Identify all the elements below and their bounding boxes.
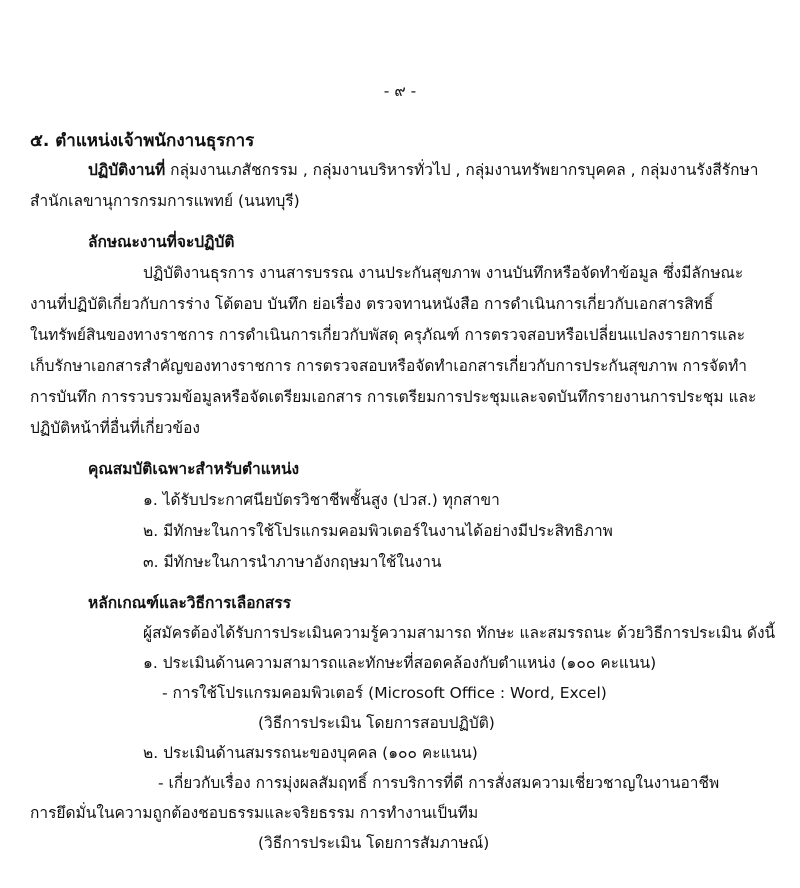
job-nature-line: ในทรัพย์สินของทางราชการ การดำเนินการเกี่ยวกับพัสดุ ครุภัณฑ์ การตรวจสอบหรือเปลี่ยนแปลงรายการและ: [30, 326, 746, 344]
section-title: ๕. ตำแหน่งเจ้าพนักงานธุรการ: [30, 131, 255, 151]
workplace-label: ปฏิบัติงานที่: [88, 161, 166, 179]
job-nature-line: ปฏิบัติหน้าที่อื่นที่เกี่ยวข้อง: [30, 419, 200, 437]
selection-item-2: ๒. ประเมินด้านสมรรถนะของบุคคล (๑๐๐ คะแนน): [143, 744, 478, 762]
selection-item-1: ๑. ประเมินด้านความสามารถและทักษะที่สอดคล้องกับตำแหน่ง (๑๐๐ คะแนน): [143, 654, 657, 672]
page-number: - ๙ -: [383, 82, 417, 100]
selection-heading: หลักเกณฑ์และวิธีการเลือกสรร: [88, 594, 292, 612]
selection-item-2-sub: - เกี่ยวกับเรื่อง การมุ่งผลสัมฤทธิ์ การบริการที่ดี การสั่งสมความเชี่ยวชาญในงานอาชีพ: [158, 774, 720, 792]
job-nature-line: ปฏิบัติงานธุรการ งานสารบรรณ งานประกันสุขภาพ งานบันทึกหรือจัดทำข้อมูล ซึ่งมีลักษณะ: [143, 264, 744, 282]
qualification-item: ๒. มีทักษะในการใช้โปรแกรมคอมพิวเตอร์ในงานได้อย่างมีประสิทธิภาพ: [143, 522, 613, 540]
qualification-item: ๓. มีทักษะในการนำภาษาอังกฤษมาใช้ในงาน: [143, 553, 442, 571]
selection-item-2-sub-cont: การยึดมั่นในความถูกต้องชอบธรรมและจริยธรรม การทำงานเป็นทีม: [30, 804, 479, 822]
workplace-text-1: กลุ่มงานเภสัชกรรม , กลุ่มงานบริหารทั่วไป , กลุ่มงานทรัพยากรบุคคล , กลุ่มงานรังสีรักษา: [165, 161, 759, 179]
qualifications-heading: คุณสมบัติเฉพาะสำหรับตำแหน่ง: [88, 460, 300, 478]
selection-item-1-method: (วิธีการประเมิน โดยการสอบปฏิบัติ): [258, 714, 495, 732]
workplace-line-1: [88, 157, 758, 182]
job-nature-heading: ลักษณะงานที่จะปฏิบัติ: [88, 233, 235, 251]
selection-intro: ผู้สมัครต้องได้รับการประเมินความรู้ความสามารถ ทักษะ และสมรรถนะ ด้วยวิธีการประเมิน ดังนี้: [143, 624, 776, 642]
workplace-line-2: สำนักเลขานุการกรมการแพทย์ (นนทบุรี): [30, 192, 300, 210]
job-nature-line: เก็บรักษาเอกสารสำคัญของทางราชการ การตรวจสอบหรือจัดทำเอกสารเกี่ยวกับการประกันสุขภาพ การจัดทำ: [30, 357, 748, 375]
job-nature-line: งานที่ปฏิบัติเกี่ยวกับการร่าง โต้ตอบ บันทึก ย่อเรื่อง ตรวจทานหนังสือ การดำเนินการเกี่ยวกับเอกสารสิทธิ์: [30, 295, 714, 313]
selection-item-2-method: (วิธีการประเมิน โดยการสัมภาษณ์): [258, 834, 490, 852]
selection-item-1-sub: - การใช้โปรแกรมคอมพิวเตอร์ (Microsoft Office : Word, Excel): [162, 684, 607, 702]
job-nature-line: การบันทึก การรวบรวมข้อมูลหรือจัดเตรียมเอกสาร การเตรียมการประชุมและจดบันทึกรายงานการประชุม และ: [30, 388, 757, 406]
qualification-item: ๑. ได้รับประกาศนียบัตรวิชาชีพชั้นสูง (ปวส.) ทุกสาขา: [143, 491, 500, 509]
